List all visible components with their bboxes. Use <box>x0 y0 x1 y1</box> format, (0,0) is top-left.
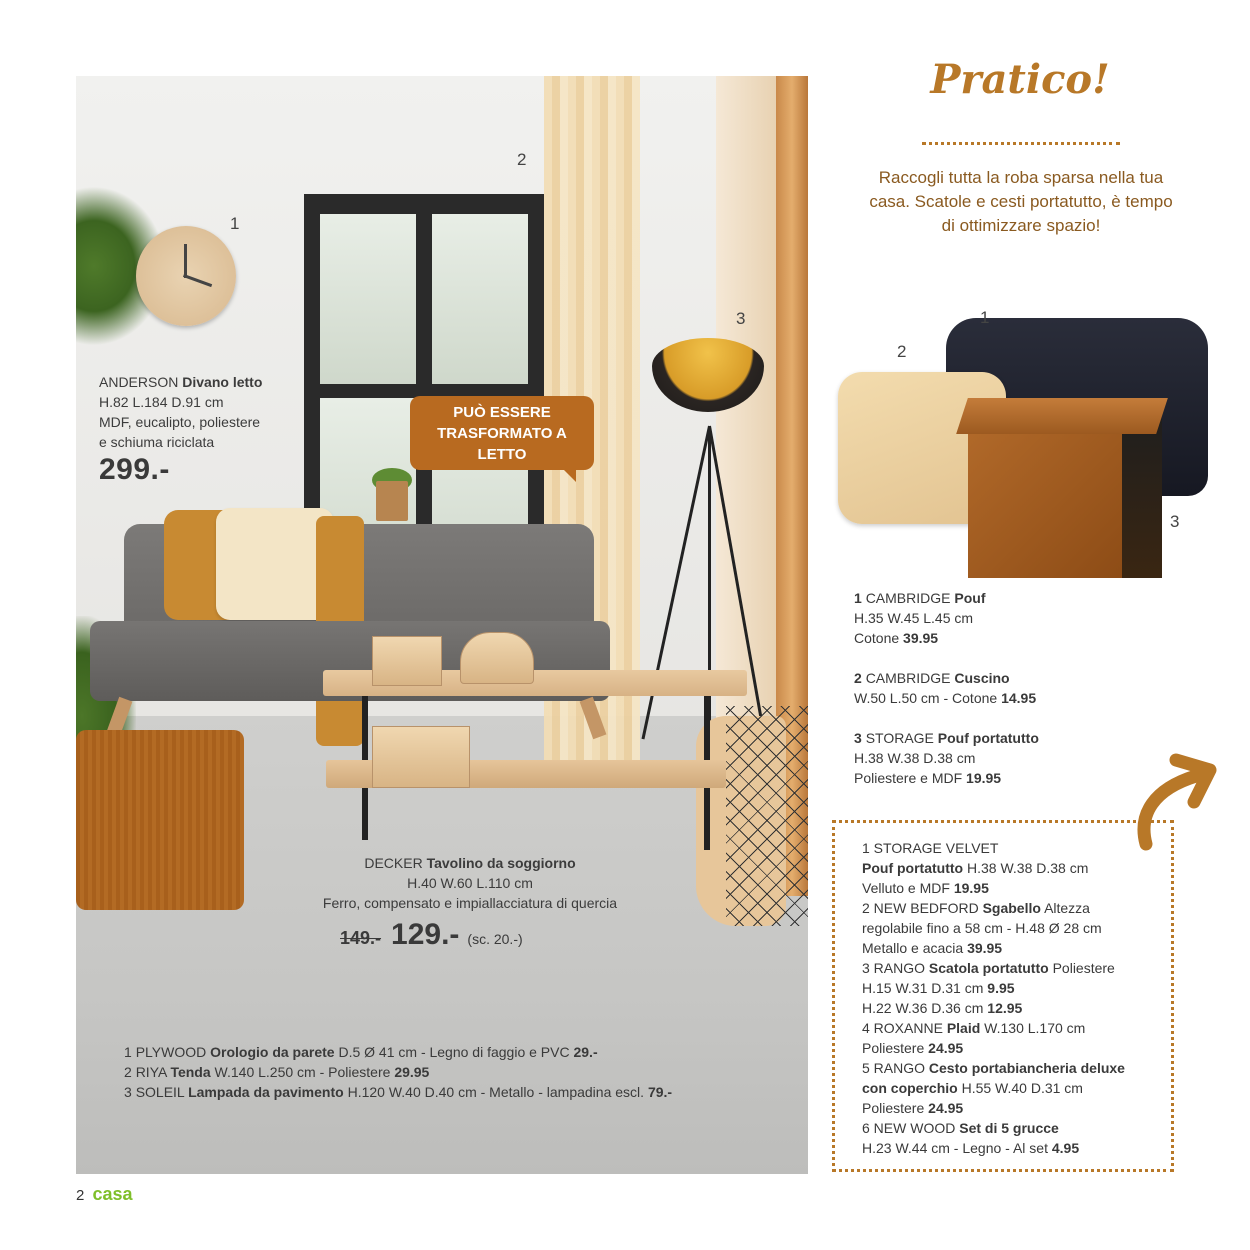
wood-crate <box>372 726 470 788</box>
badge-text: PUÒ ESSERE TRASFORMATO A LETTO <box>437 403 567 463</box>
page-footer <box>76 1184 133 1205</box>
wall-clock <box>136 226 236 326</box>
accessory-list <box>124 1042 794 1102</box>
storage-list: 1 STORAGE VELVET Pouf portatutto H.38 W.38 D.38 cm Velluto e MDF 19.95 2 NEW BEDFORD Sgabello Altezza regolabile fino a 58 cm - H.48 Ø 28 cm Metallo e acacia 39.95 3 RANGO Scatola portatutto Poliestere H.15 W.31 D.31 cm 9.95 H.22 W.36 D.36 cm 12.95 4 ROXANNE Plaid W.130 L.170 cm Poliestere 24.95 5 RANGO Cesto portabiancheria deluxe con coperchio H.55 W.40 D.31 cm Poliestere 24.95 6 NEW WOOD Set di 5 grucce H.23 W.44 cm - Legno - Al set 4.95 <box>862 840 1125 1156</box>
room-photo <box>76 76 808 1174</box>
table-price: 129.- <box>391 918 460 951</box>
list-item: 1 PLYWOOD Orologio da parete D.5 Ø 41 cm - Legno di faggio e PVC 29.- <box>124 1044 598 1060</box>
wood-box <box>372 636 442 686</box>
sofa-price: 299.- <box>99 453 170 486</box>
sofa-dims: H.82 L.184 D.91 cm <box>99 394 224 410</box>
plant-pot <box>376 481 408 521</box>
list-item: 2 CAMBRIDGE Cuscino W.50 L.50 cm - Cotone 14.95 <box>854 670 1037 706</box>
sofa-name: Divano letto <box>182 374 263 390</box>
convertible-badge <box>410 396 594 470</box>
wood-bowl <box>460 632 534 684</box>
page-number: 2 <box>76 1187 85 1204</box>
pouf-velvet <box>76 730 244 910</box>
list-item: 3 SOLEIL Lampada da pavimento H.120 W.40 D.40 cm - Metallo - lampadina escl. 79.- <box>124 1084 673 1100</box>
photo-number-2: 2 <box>517 150 527 169</box>
table-discount: (sc. 20.-) <box>467 931 523 947</box>
table-brand: DECKER <box>364 855 423 871</box>
product-number-3: 3 <box>1170 512 1180 531</box>
photo-number-1: 1 <box>230 214 240 233</box>
dotted-divider <box>922 142 1120 145</box>
sofa-product <box>99 372 319 486</box>
product-number-2: 2 <box>897 342 907 361</box>
storage-pouf <box>968 420 1122 578</box>
list-item: 1 CAMBRIDGE Pouf H.35 W.45 L.45 cm Cotone 39.95 <box>854 590 986 646</box>
table-product <box>280 853 660 913</box>
sofa-brand: ANDERSON <box>99 374 179 390</box>
list-item: 3 STORAGE Pouf portatutto H.38 W.38 D.38 cm Poliestere e MDF 19.95 <box>854 730 1039 786</box>
table-material: Ferro, compensato e impiallacciatura di quercia <box>322 895 618 911</box>
sofa-material-2: e schiuma riciclata <box>99 434 215 450</box>
photo-number-3: 3 <box>736 309 746 328</box>
list-item: 2 RIYA Tenda W.140 L.250 cm - Poliestere 29.95 <box>124 1064 430 1080</box>
casa-logo: casa <box>92 1184 133 1204</box>
table-price-row <box>340 918 523 952</box>
sofa-material-1: MDF, eucalipto, poliestere <box>99 414 261 430</box>
product-number-1: 1 <box>980 308 990 327</box>
table-name: Tavolino da soggiorno <box>426 855 576 871</box>
section-intro: Raccogli tutta la roba sparsa nella tua casa. Scatole e cesti portatutto, è tempo di ottimizzare spazio! <box>869 168 1173 235</box>
pouf-products <box>854 588 1074 808</box>
wire-basket <box>726 706 808 926</box>
section-title: Pratico! <box>930 56 1110 103</box>
table-old-price: 149.- <box>340 928 382 948</box>
table-dims: H.40 W.60 L.110 cm <box>407 875 533 891</box>
